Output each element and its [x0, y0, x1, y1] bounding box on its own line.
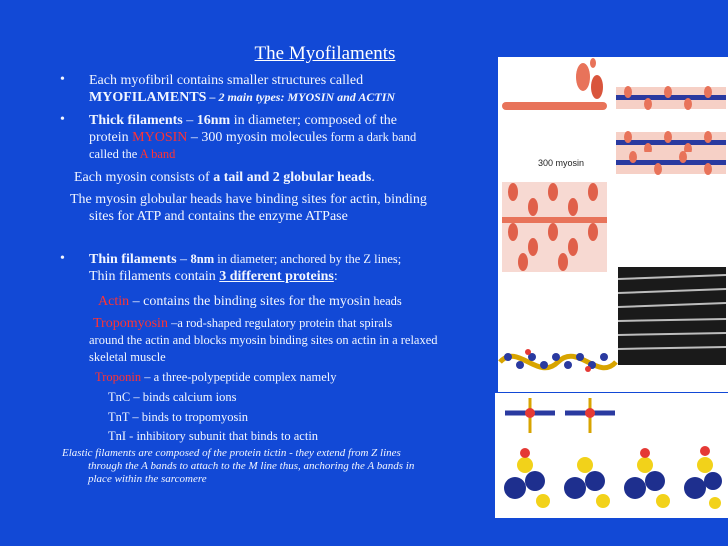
tail-heads-term: a tail and 2 globular heads — [213, 170, 372, 185]
a-band-term: A band — [139, 147, 176, 161]
myosin-structure-text: Each myosin consists of — [74, 170, 214, 185]
actin-heads-text: heads — [370, 294, 402, 308]
bullet-thick-filaments — [89, 112, 416, 163]
thick-filaments-term: Thick filaments — [89, 113, 183, 128]
actin-helix-icon — [498, 342, 616, 382]
elastic-text-2: through the A bands to attach to the M line thus, anchoring the A bands in — [88, 460, 415, 472]
slide-title: The Myofilaments — [254, 43, 396, 64]
period: . — [371, 170, 375, 185]
tropomyosin-term: Tropomyosin — [93, 316, 168, 331]
troponin-illustration — [495, 393, 728, 518]
bullet-glyph: • — [60, 251, 65, 266]
troponin-line — [95, 370, 337, 385]
thin-filaments-term: Thin filaments — [89, 252, 177, 267]
called-text: called the — [89, 147, 140, 161]
myosin-heads-line — [70, 191, 427, 225]
myofilaments-term: MYOFILAMENTS — [89, 90, 207, 105]
myosin-structure-line — [74, 169, 375, 186]
three-proteins-term: 3 different proteins — [219, 269, 334, 284]
tropomyosin-text-2: around the actin and blocks myosin binding sites on actin in a relaxed — [89, 333, 438, 347]
dark-band-text: form a dark band — [327, 130, 417, 144]
separator: – — [182, 113, 197, 128]
thick-filament-icon — [502, 182, 607, 272]
figure-label-300-myosin: 300 myosin — [538, 158, 585, 168]
bullet-thin-filaments — [89, 251, 401, 285]
tni-line: TnI - inhibitory subunit that binds to actin — [108, 429, 319, 443]
thick-diameter: 16nm — [196, 113, 231, 128]
tropomyosin-text-3: skeletal muscle — [89, 350, 166, 364]
heads-text-2: sites for ATP and contains the enzyme ATPase — [89, 209, 348, 224]
elastic-text-1: Elastic filaments are composed of the protein tictin - they extend from Z lines — [62, 447, 401, 459]
myofilament-illustration — [498, 57, 728, 392]
thin-diameter: 8nm — [190, 252, 215, 266]
separator: – — [176, 252, 191, 267]
thin-text: in diameter; anchored by the Z lines; — [214, 252, 402, 266]
troponin-complex-icon — [504, 446, 722, 509]
tnc-line: TnC – binds calcium ions — [108, 390, 237, 404]
elastic-filaments-note — [62, 447, 492, 486]
bullet-myofibril — [89, 72, 395, 106]
thick-thin-filament-icon — [616, 86, 726, 175]
two-types-text: – 2 main types: MYOSIN and ACTIN — [206, 90, 396, 104]
troponin-figure — [495, 393, 728, 518]
thick-text: in diameter; composed of the — [230, 113, 397, 128]
elastic-text-3: place within the sarcomere — [88, 473, 207, 485]
myosin-term: MYOSIN — [132, 130, 188, 145]
myosin-molecule-icon — [502, 58, 607, 110]
thin-filament-cross-icon — [505, 398, 615, 433]
tnt-line: TnT – binds to tropomyosin — [108, 410, 249, 424]
actin-line — [98, 293, 402, 310]
bullet-glyph: • — [60, 72, 65, 87]
bullet-glyph: • — [60, 112, 65, 127]
myofibril-text: Each myofibril contains smaller structures called — [89, 73, 364, 88]
tropomyosin-block — [89, 315, 438, 366]
troponin-term: Troponin — [95, 370, 142, 384]
troponin-text: – a three-polypeptide complex namely — [141, 370, 337, 384]
actin-text: – contains the binding sites for the myosin — [129, 294, 371, 309]
tropomyosin-text: –a rod-shaped regulatory protein that spirals — [167, 316, 393, 330]
myofilament-figure — [498, 57, 728, 392]
electron-micrograph-image — [618, 267, 726, 365]
protein-text: protein — [89, 130, 133, 145]
actin-term: Actin — [98, 294, 130, 309]
thin-contain-text: Thin filaments contain — [89, 269, 220, 284]
myosin-count-text: – 300 myosin molecules — [187, 130, 328, 145]
colon: : — [333, 269, 338, 284]
heads-text-1: The myosin globular heads have binding sites for actin, binding — [70, 192, 427, 207]
